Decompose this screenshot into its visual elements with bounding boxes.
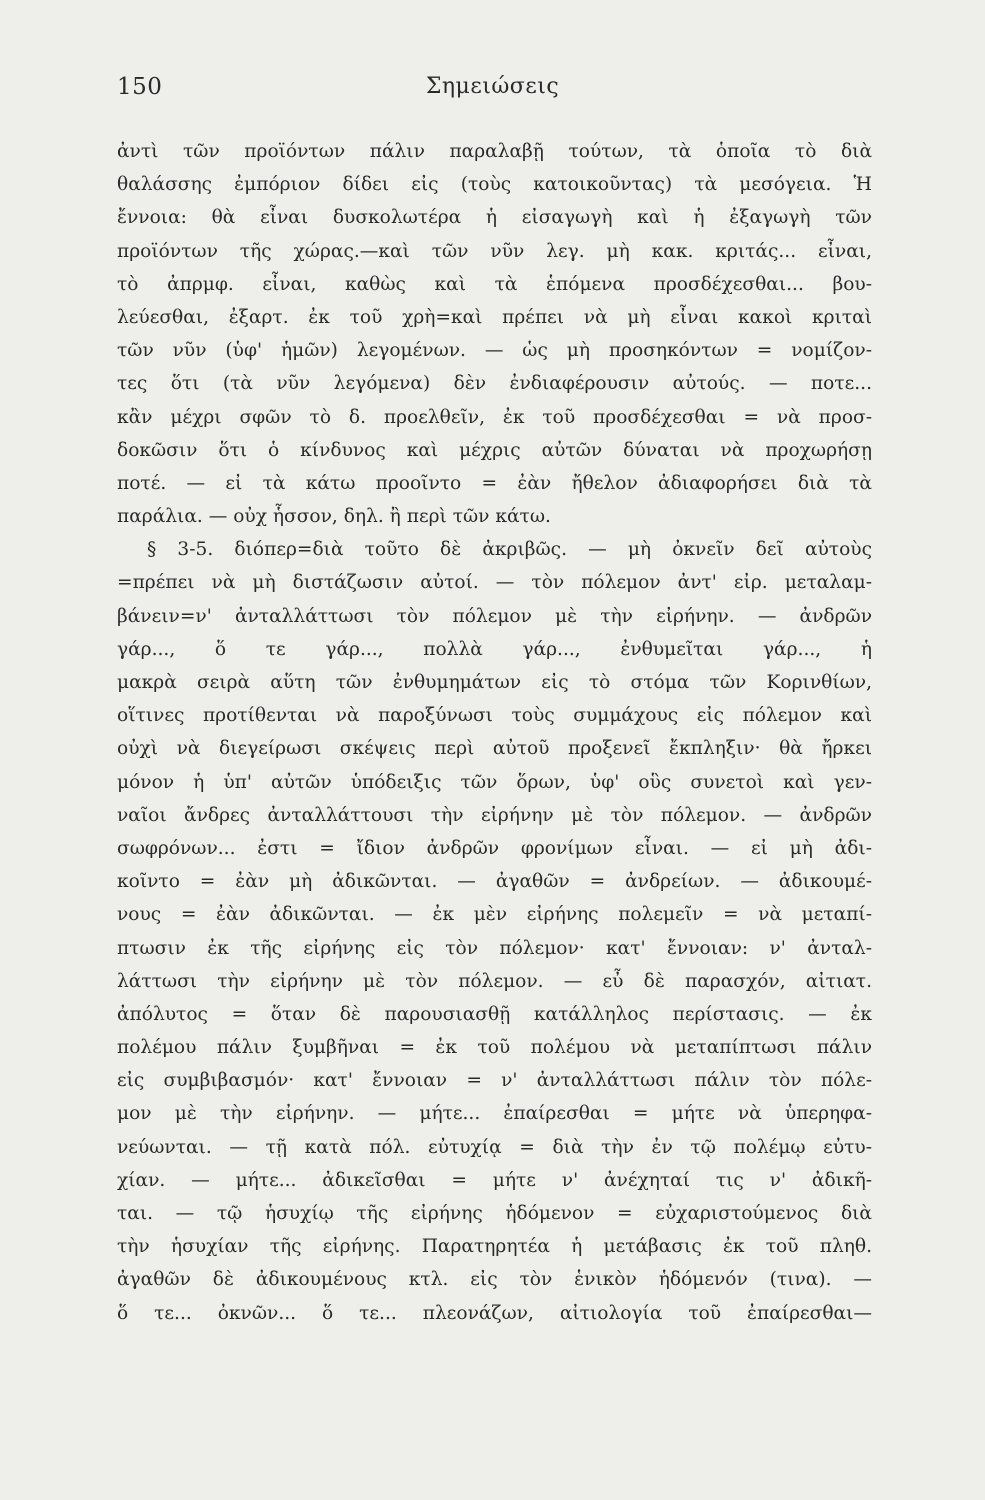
text-line: μακρὰ σειρὰ αὕτη τῶν ἐνθυμημάτων εἰς τὸ στόμα τῶν Κορινθίων, bbox=[117, 672, 872, 693]
text-line: =πρέπει νὰ μὴ διστάζωσιν αὐτοί. — τὸν πόλεμον ἀντ' εἰρ. μεταλαμ- bbox=[117, 572, 872, 594]
text-line: τῶν νῦν (ὑφ' ἡμῶν) λεγομένων. — ὡς μὴ προσηκόντων = νομίζον- bbox=[117, 340, 872, 362]
text-line: μόνον ἡ ὑπ' αὐτῶν ὑπόδειξις τῶν ὅρων, ὑφ' οὓς συνετοὶ καὶ γεν- bbox=[117, 771, 872, 793]
text-line: νεύωνται. — τῇ κατὰ πόλ. εὐτυχίᾳ = διὰ τὴν ἐν τῷ πολέμῳ εὐτυ- bbox=[117, 1136, 872, 1158]
text-line: μον μὲ τὴν εἰρήνην. — μήτε... ἐπαίρεσθαι = μήτε νὰ ὑπερηφα- bbox=[117, 1103, 872, 1125]
text-line: προϊόντων τῆς χώρας.—καὶ τῶν νῦν λεγ. μὴ κακ. κριτάς... εἶναι, bbox=[117, 240, 872, 262]
text-line: ἀπόλυτος = ὅταν δὲ παρουσιασθῇ κατάλληλος περίστασις. — ἐκ bbox=[117, 1003, 872, 1025]
text-line: ἔννοια: θὰ εἶναι δυσκολωτέρα ἡ εἰσαγωγὴ καὶ ἡ ἐξαγωγὴ τῶν bbox=[117, 207, 872, 229]
text-line: ποτέ. — εἰ τὰ κάτω προοῖντο = ἐὰν ἤθελον ἀδιαφορήσει διὰ τὰ bbox=[117, 472, 872, 494]
text-line: πτωσιν ἐκ τῆς εἰρήνης εἰς τὸν πόλεμον· κατ' ἔννοιαν: ν' ἀνταλ- bbox=[117, 937, 872, 959]
text-line: ναῖοι ἄνδρες ἀνταλλάττουσι τὴν εἰρήνην μὲ τὸν πόλεμον. — ἀνδρῶν bbox=[117, 804, 872, 826]
text-line: νους = ἐὰν ἀδικῶνται. — ἐκ μὲν εἰρήνης πολεμεῖν = νὰ μεταπί- bbox=[117, 904, 872, 926]
running-title: Σημειώσεις bbox=[425, 74, 560, 99]
text-line: οὐχὶ νὰ διεγείρωσι σκέψεις περὶ αὐτοῦ προξενεῖ ἔκπληξιν· θὰ ἤρκει bbox=[117, 738, 872, 760]
text-line: πολέμου πάλιν ξυμβῆναι = ἐκ τοῦ πολέμου νὰ μεταπίπτωσι πάλιν bbox=[117, 1037, 872, 1059]
text-line: τὴν ἡσυχίαν τῆς εἰρήνης. Παρατηρητέα ἡ μετάβασις ἐκ τοῦ πληθ. bbox=[117, 1236, 872, 1258]
text-line: θαλάσσης ἐμπόριον δίδει εἰς (τοὺς κατοικοῦντας) τὰ μεσόγεια. Ἡ bbox=[117, 174, 872, 196]
text-line: ὅ τε... ὀκνῶν... ὅ τε... πλεονάζων, αἰτιολογία τοῦ ἐπαίρεσθαι— bbox=[117, 1302, 872, 1324]
text-line: σωφρόνων... ἐστι = ἴδιον ἀνδρῶν φρονίμων εἶναι. — εἰ μὴ ἀδι- bbox=[117, 837, 872, 859]
text-line: τες ὅτι (τὰ νῦν λεγόμενα) δὲν ἐνδιαφέρουσιν αὐτούς. — ποτε... bbox=[117, 373, 872, 395]
text-line: ται. — τῷ ἡσυχίῳ τῆς εἰρήνης ἡδόμενον = εὐχαριστούμενος διὰ bbox=[117, 1203, 872, 1224]
text-line: βάνειν=ν' ἀνταλλάττωσι τὸν πόλεμον μὲ τὴν εἰρήνην. — ἀνδρῶν bbox=[117, 605, 872, 627]
text-line: κἂν μέχρι σφῶν τὸ δ. προελθεῖν, ἐκ τοῦ προσδέχεσθαι = νὰ προσ- bbox=[117, 406, 872, 428]
section-start-line: § 3-5. διόπερ=διὰ τοῦτο δὲ ἀκριβῶς. — μὴ ὀκνεῖν δεῖ αὐτοὺς bbox=[147, 539, 872, 561]
text-line: ἀγαθῶν δὲ ἀδικουμένους κτλ. εἰς τὸν ἑνικὸν ἡδόμενόν (τινα). — bbox=[117, 1269, 872, 1291]
text-line: λεύεσθαι, ἐξαρτ. ἐκ τοῦ χρὴ=καὶ πρέπει νὰ μὴ εἶναι κακοὶ κριταὶ bbox=[117, 306, 872, 328]
text-line: γάρ..., ὅ τε γάρ..., πολλὰ γάρ..., ἐνθυμεῖται γάρ..., ἡ bbox=[117, 638, 872, 660]
notes-body bbox=[117, 135, 872, 1330]
text-line: χίαν. — μήτε... ἀδικεῖσθαι = μήτε ν' ἀνέχηταί τις ν' ἀδικῆ- bbox=[117, 1169, 872, 1191]
page-number: 150 bbox=[117, 74, 163, 100]
text-line: εἰς συμβιβασμόν· κατ' ἔννοιαν = ν' ἀνταλλάττωσι πάλιν τὸν πόλε- bbox=[117, 1070, 872, 1092]
text-line: δοκῶσιν ὅτι ὁ κίνδυνος καὶ μέχρις αὐτῶν δύναται νὰ προχωρήσῃ bbox=[117, 439, 872, 461]
text-line: οἵτινες προτίθενται νὰ παροξύνωσι τοὺς συμμάχους εἰς πόλεμον καὶ bbox=[117, 705, 872, 727]
text-line: ἀντὶ τῶν προϊόντων πάλιν παραλαβῇ τούτων, τὰ ὁποῖα τὸ διὰ bbox=[117, 141, 872, 162]
text-line: κοῖντο = ἐὰν μὴ ἀδικῶνται. — ἀγαθῶν = ἀνδρείων. — ἀδικουμέ- bbox=[117, 871, 872, 893]
page-header bbox=[117, 74, 868, 108]
text-line: λάττωσι τὴν εἰρήνην μὲ τὸν πόλεμον. — εὖ δὲ παρασχόν, αἰτιατ. bbox=[117, 970, 872, 992]
text-line: τὸ ἀπρμφ. εἶναι, καθὼς καὶ τὰ ἑπόμενα προσδέχεσθαι... βου- bbox=[117, 273, 872, 295]
text-line: παράλια. — οὐχ ἧσσον, δηλ. ἢ περὶ τῶν κάτω. bbox=[117, 506, 551, 528]
